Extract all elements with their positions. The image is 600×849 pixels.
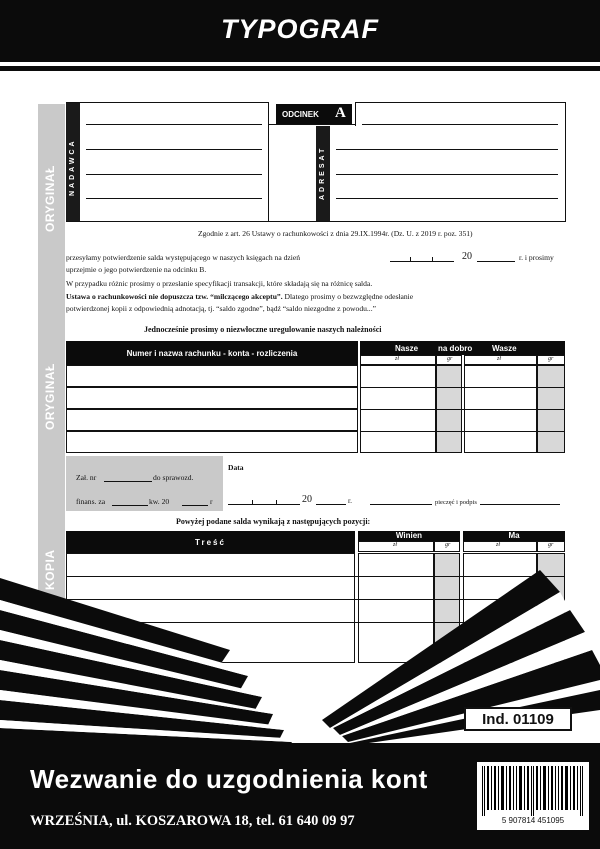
table2-col-ma: Ma — [508, 531, 520, 540]
table2-unit-gr-2: gr — [548, 542, 554, 548]
company-address: WRZEŚNIA, ul. KOSZAROWA 18, tel. 61 640 09 97 — [30, 813, 355, 829]
table1-unit-zl-2: zł — [497, 356, 502, 362]
legal-reference: Zgodnie z art. 26 Ustawy o rachunkowości z dnia 29.IX.1994r. (Dz. U. z 2019 r. poz. 351) — [198, 229, 473, 238]
att-number-field[interactable] — [104, 481, 152, 482]
table1-unit-cell — [360, 355, 436, 365]
table2-unit-cell — [358, 541, 434, 552]
table1-row[interactable] — [66, 431, 358, 453]
paragraph-3-bold: Ustawa o rachunkowości nie dopuszcza tzw. “milczącego akceptu”. — [66, 292, 283, 301]
table1-unit-zl: zł — [395, 356, 400, 362]
recipient-line[interactable] — [336, 174, 558, 175]
product-index-text: Ind. 01109 — [482, 711, 554, 728]
table1-unit-cell — [436, 355, 462, 365]
sender-line[interactable] — [86, 198, 262, 199]
sender-line[interactable] — [86, 149, 262, 150]
table2-unit-zl-2: zł — [496, 542, 501, 548]
date-field[interactable] — [390, 261, 454, 262]
table1-unit-gr: gr — [447, 356, 453, 362]
section-letter: A — [335, 105, 346, 121]
sender-label: NADAWCA — [69, 138, 76, 196]
paragraph-3 — [66, 291, 413, 302]
table1-col-account: Numer i nazwa rachunku - konta - rozliczenia — [126, 349, 298, 358]
table1-col-nasze: Nasze — [395, 344, 419, 353]
att-finans: finans. za — [76, 497, 106, 506]
table2-unit-cell — [537, 541, 565, 552]
paragraph-3-rest: Dlatego prosimy o bezwzględne odesłanie — [282, 292, 414, 301]
table1-body — [66, 365, 565, 453]
table2-col-winien: Winien — [395, 531, 423, 540]
recipient-line[interactable] — [362, 124, 558, 125]
sidebar-label-original-2: ORYGINAŁ — [43, 363, 57, 430]
table1-row[interactable] — [66, 409, 358, 431]
att-r: r — [210, 497, 213, 506]
recipient-box-upper — [355, 102, 566, 126]
table1-row[interactable] — [66, 365, 358, 387]
recipient-label: ADRESAT — [319, 145, 326, 200]
table1-header-account — [66, 341, 358, 365]
table1-unit-cell — [537, 355, 565, 365]
table1-col-na-dobro: na dobro — [438, 344, 473, 353]
paragraph-2: W przypadku różnic prosimy o przesłanie specyfikacji transakcji, które składają się na różnicę salda. — [66, 279, 373, 288]
stamp-label: pieczęć i podpis — [432, 499, 480, 506]
table2-unit-gr: gr — [445, 542, 451, 548]
sign-date-field[interactable] — [228, 504, 300, 505]
att-zal: Zał. nr — [76, 473, 97, 482]
att-do-sprawozd: do sprawozd. — [153, 473, 194, 482]
barcode — [477, 762, 589, 830]
table2-unit-cell — [434, 541, 460, 552]
table2-unit-zl: zł — [393, 542, 398, 548]
product-index — [464, 707, 572, 731]
att-kw: kw. 20 — [149, 497, 170, 506]
request-heading: Jednocześnie prosimy o niezwłoczne uregulowanie naszych należności — [144, 325, 382, 334]
sidebar-label-copy: KOPIA — [43, 549, 57, 590]
paragraph-4: potwierdzonej kopii z odpowiednią adnotacją, tj. “saldo zgodne”, bądź “saldo niezgodne z powodu...” — [66, 304, 376, 313]
table1-col-wasze: Wasze — [492, 344, 517, 353]
date-label: Data — [228, 463, 244, 472]
table2-header-winien — [358, 531, 460, 541]
table1-unit-gr-2: gr — [548, 356, 554, 362]
sender-line[interactable] — [86, 174, 262, 175]
brand-logo: TYPOGRAF — [220, 14, 379, 44]
year-field[interactable] — [477, 261, 515, 262]
sign-year-field[interactable] — [316, 504, 346, 505]
paragraph-1c: uprzejmie o jego potwierdzenie na odcinku B. — [66, 265, 207, 274]
section-label-text: ODCINEK — [282, 110, 319, 119]
sign-year-prefix: 20 — [302, 494, 312, 505]
table2-header-tresc — [66, 531, 355, 553]
table1-row[interactable] — [66, 387, 358, 409]
section-label — [276, 104, 352, 124]
recipient-box-lower — [269, 124, 566, 222]
table2-header-ma — [463, 531, 565, 541]
header-rule — [0, 66, 600, 71]
table1-unit-cell — [464, 355, 537, 365]
table2-col-tresc: Treść — [195, 538, 226, 547]
att-finans-field[interactable] — [112, 505, 148, 506]
table2-unit-cell — [463, 541, 537, 552]
year-prefix: 20 — [462, 251, 472, 262]
barcode-number: 5 907814 451095 — [501, 816, 565, 825]
sign-r: r. — [348, 496, 353, 505]
recipient-line[interactable] — [336, 198, 558, 199]
sidebar-label-original: ORYGINAŁ — [43, 165, 57, 232]
sender-box — [66, 102, 269, 222]
att-year-field[interactable] — [182, 505, 208, 506]
paragraph-1b: r. i prosimy — [519, 253, 554, 262]
paragraph-1a: przesyłamy potwierdzenie salda występującego w naszych księgach na dzień — [66, 253, 301, 262]
product-title: Wezwanie do uzgodnienia kont — [30, 764, 428, 794]
recipient-line[interactable] — [336, 149, 558, 150]
sender-line[interactable] — [86, 124, 262, 125]
positions-heading: Powyżej podane salda wynikają z następujących pozycji: — [176, 517, 371, 526]
